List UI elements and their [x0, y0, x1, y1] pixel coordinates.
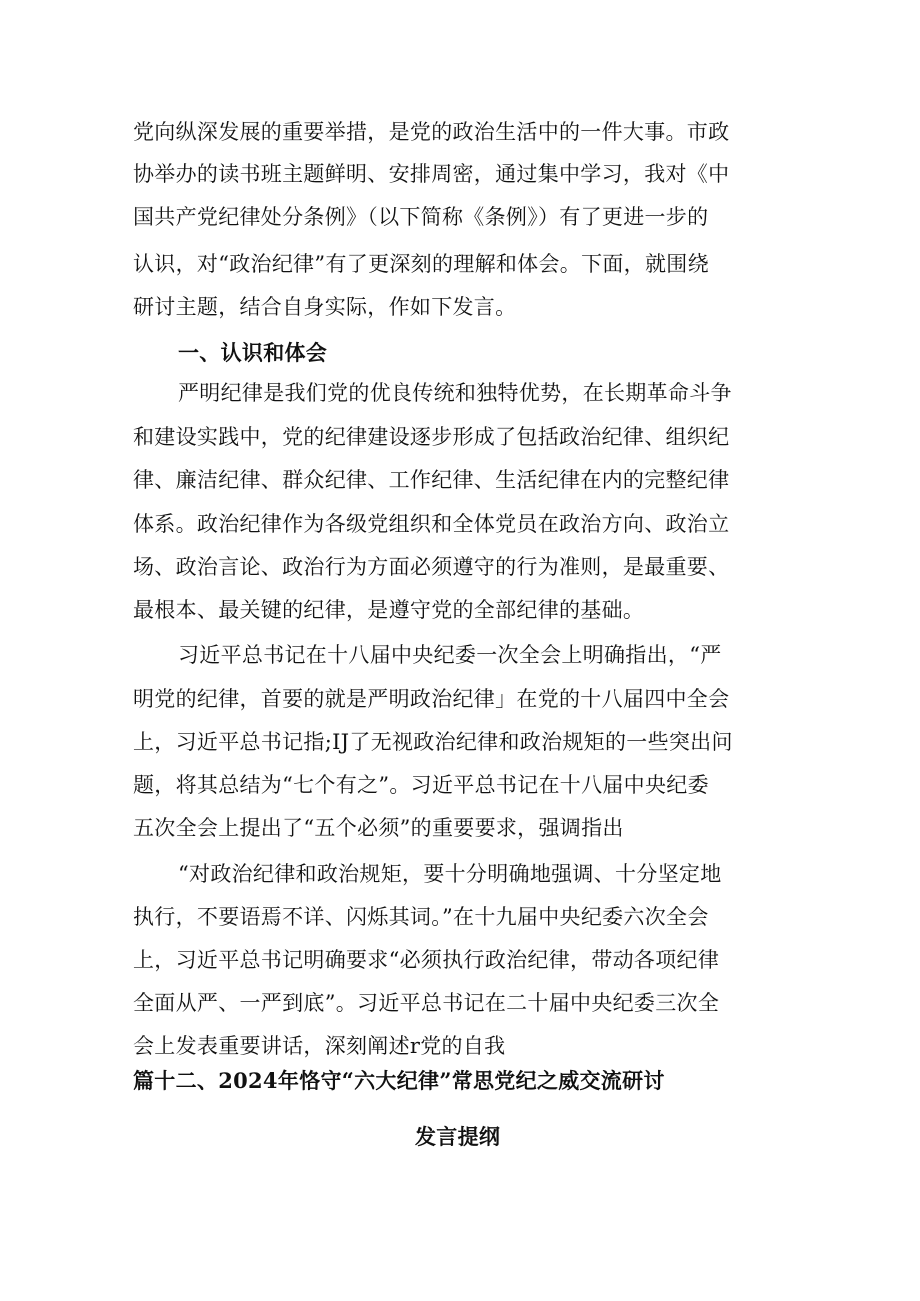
- next-title-line-2: 发言提纲: [415, 1124, 501, 1149]
- intro-line-4: 认识，对“政治纪律”有了更深刻的理解和体会。下面，就围绕: [133, 252, 709, 276]
- intro-line-2: 协举办的读书班主题鲜明、安排周密，通过集中学习，我对《中: [133, 162, 730, 186]
- para1-line-4: 体系。政治纪律作为各级党组织和全体党员在政治方向、政治立: [133, 512, 730, 536]
- para1-line-6: 最根本、最关键的纪律，是遵守党的全部纪律的基础。: [133, 598, 645, 622]
- para2-line-1: 习近平总书记在十八届中央纪委一次全会上明确指出，“严: [178, 643, 722, 667]
- para1-line-2: 和建设实践中，党的纪律建设逐步形成了包括政治纪律、组织纪: [133, 425, 730, 449]
- para3-line-1: “对政治纪律和政治规矩，要十分明确地强调、十分坚定地: [178, 862, 722, 886]
- section-heading: 一、认识和体会: [178, 341, 328, 365]
- para2-line-5: 五次全会上提出了“五个必须”的重要要求，强调指出: [133, 816, 624, 840]
- intro-line-3: 国共产党纪律处分条例》（以下简称《条例》）有了更进一步的: [133, 205, 709, 229]
- para2-line-4: 题，将其总结为“七个有之”。习近平总书记在十八届中央纪委: [133, 773, 709, 797]
- para1-line-5: 场、政治言论、政治行为方面必须遵守的行为准则，是最重要、: [133, 555, 730, 579]
- para3-line-3: 上，习近平总书记明确要求“必须执行政治纪律，带动各项纪律: [133, 948, 720, 972]
- para3-line-4: 全面从严、一严到底”。习近平总书记在二十届中央纪委三次全: [133, 991, 720, 1015]
- para2-line-3: 上，习近平总书记指;IJ了无视政治纪律和政治规矩的一些突出问: [133, 730, 733, 754]
- intro-line-5: 研讨主题，结合自身实际，作如下发言。: [133, 295, 517, 319]
- para3-line-2: 执行，不要语焉不详、闪烁其词。”在十九届中央纪委六次全会: [133, 905, 709, 929]
- para1-line-1: 严明纪律是我们党的优良传统和独特优势，在长期革命斗争: [178, 381, 732, 405]
- para2-line-2: 明党的纪律，首要的就是严明政治纪律」在党的十八届四中全会: [133, 687, 730, 711]
- para1-line-3: 律、廉洁纪律、群众纪律、工作纪律、生活纪律在内的完整纪律: [133, 468, 730, 492]
- para3-line-5: 会上发表重要讲话，深刻阐述r党的自我: [133, 1034, 506, 1058]
- next-title-line-1: 篇十二、2024年恪守“六大纪律”常思党纪之威交流研讨: [133, 1068, 665, 1093]
- intro-line-1: 党向纵深发展的重要举措，是党的政治生活中的一件大事。市政: [133, 120, 730, 144]
